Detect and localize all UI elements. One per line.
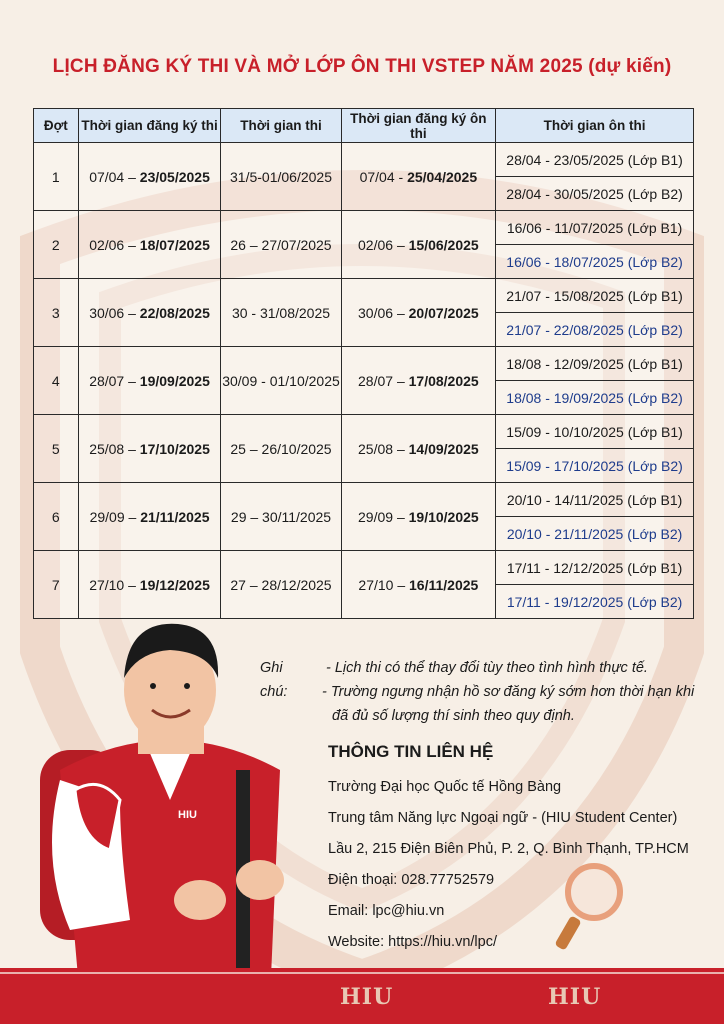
cell-exam-date: 30/09 - 01/10/2025	[221, 347, 341, 415]
contact-address: Lầu 2, 215 Điện Biên Phủ, P. 2, Q. Bình Thạnh, TP.HCM	[328, 841, 689, 857]
cell-exam-date: 27 – 28/12/2025	[221, 551, 341, 619]
table-row	[34, 279, 694, 313]
reg-start: 27/10 –	[89, 576, 140, 593]
review-reg-start: 07/04 -	[359, 168, 408, 185]
cell-exam-date: 26 – 27/07/2025	[221, 211, 341, 279]
cell-registration	[78, 483, 221, 551]
contact-email: Email: lpc@hiu.vn	[328, 903, 445, 919]
review-reg-start: 30/06 –	[358, 304, 409, 321]
contact-title: THÔNG TIN LIÊN HỆ	[328, 742, 494, 761]
cell-review-registration	[341, 415, 496, 483]
review-reg-end: 17/08/2025	[408, 372, 479, 389]
column-header: Thời gian ôn thi	[496, 109, 694, 143]
cell-review-b2: 18/08 - 19/09/2025 (Lớp B2)	[496, 381, 694, 415]
table-row	[34, 143, 694, 177]
contact-center: Trung tâm Năng lực Ngoại ngữ - (HIU Student Center)	[328, 810, 678, 826]
shirt-logo-text: HIU	[178, 809, 197, 821]
reg-start: 28/07 –	[89, 372, 140, 389]
cell-registration	[78, 279, 221, 347]
review-reg-end: 20/07/2025	[408, 304, 479, 321]
cell-registration	[78, 347, 221, 415]
cell-review-b2: 28/04 - 30/05/2025 (Lớp B2)	[496, 177, 694, 211]
cell-review-registration	[341, 483, 496, 551]
review-reg-start: 25/08 –	[358, 440, 409, 457]
cell-review-registration	[341, 347, 496, 415]
contact-section	[328, 742, 689, 958]
contact-school: Trường Đại học Quốc tế Hồng Bàng	[328, 779, 562, 795]
note-line: đã đủ số lượng thí sinh theo quy định.	[332, 708, 575, 724]
cell-review-registration	[341, 551, 496, 619]
footer-logo-right: HIU	[548, 984, 602, 1010]
cell-registration	[78, 143, 221, 211]
cell-review-registration	[341, 211, 496, 279]
reg-end: 22/08/2025	[139, 304, 210, 321]
table-header-row	[34, 109, 694, 143]
footer-logo-left: HIU	[340, 984, 394, 1010]
table-row	[34, 347, 694, 381]
column-header: Thời gian đăng ký ôn thi	[341, 109, 496, 143]
cell-review-b1: 16/06 - 11/07/2025 (Lớp B1)	[496, 211, 694, 245]
cell-dot: 6	[34, 483, 79, 551]
cell-review-registration	[341, 143, 496, 211]
cell-exam-date: 29 – 30/11/2025	[221, 483, 341, 551]
cell-dot: 3	[34, 279, 79, 347]
cell-review-b1: 28/04 - 23/05/2025 (Lớp B1)	[496, 143, 694, 177]
table-row	[34, 551, 694, 585]
review-reg-end: 15/06/2025	[408, 236, 479, 253]
column-header: Thời gian thi	[221, 109, 341, 143]
cell-review-b1: 18/08 - 12/09/2025 (Lớp B1)	[496, 347, 694, 381]
column-header: Đợt	[34, 109, 79, 143]
review-reg-end: 19/10/2025	[408, 508, 479, 525]
reg-start: 25/08 –	[89, 440, 140, 457]
cell-dot: 2	[34, 211, 79, 279]
review-reg-start: 02/06 –	[358, 236, 409, 253]
cell-review-b1: 20/10 - 14/11/2025 (Lớp B1)	[496, 483, 694, 517]
reg-end: 17/10/2025	[139, 440, 210, 457]
reg-start: 29/09 –	[89, 508, 141, 525]
reg-start: 07/04 –	[89, 168, 140, 185]
cell-dot: 1	[34, 143, 79, 211]
cell-review-b2: 15/09 - 17/10/2025 (Lớp B2)	[496, 449, 694, 483]
cell-exam-date: 25 – 26/10/2025	[221, 415, 341, 483]
reg-end: 21/11/2025	[140, 508, 210, 525]
cell-review-b1: 21/07 - 15/08/2025 (Lớp B1)	[496, 279, 694, 313]
cell-review-b1: 17/11 - 12/12/2025 (Lớp B1)	[496, 551, 694, 585]
cell-dot: 5	[34, 415, 79, 483]
note-line: - Trường ngưng nhận hồ sơ đăng ký sớm hơn thời hạn khi	[322, 684, 695, 700]
schedule-body	[34, 143, 694, 619]
reg-end: 18/07/2025	[139, 236, 210, 253]
reg-end: 19/12/2025	[139, 576, 210, 593]
cell-registration	[78, 211, 221, 279]
page-title: LỊCH ĐĂNG KÝ THI VÀ MỞ LỚP ÔN THI VSTEP NĂM 2025 (dự kiến)	[52, 56, 672, 77]
column-header: Thời gian đăng ký thi	[78, 109, 221, 143]
review-reg-end: 14/09/2025	[408, 440, 479, 457]
cell-review-b1: 15/09 - 10/10/2025 (Lớp B1)	[496, 415, 694, 449]
contact-phone: Điện thoại: 028.77752579	[328, 872, 495, 888]
table-row	[34, 483, 694, 517]
cell-dot: 4	[34, 347, 79, 415]
cell-exam-date: 31/5-01/06/2025	[221, 143, 341, 211]
table-row	[34, 211, 694, 245]
magnifier-icon	[548, 858, 628, 958]
cell-review-b2: 17/11 - 19/12/2025 (Lớp B2)	[496, 585, 694, 619]
cell-exam-date: 30 - 31/08/2025	[221, 279, 341, 347]
reg-start: 02/06 –	[89, 236, 140, 253]
note-line: - Lịch thi có thể thay đổi tùy theo tình hình thực tế.	[326, 660, 648, 676]
cell-dot: 7	[34, 551, 79, 619]
cell-review-registration	[341, 279, 496, 347]
reg-start: 30/06 –	[89, 304, 140, 321]
schedule-table	[33, 108, 694, 619]
cell-review-b2: 20/10 - 21/11/2025 (Lớp B2)	[496, 517, 694, 551]
cell-review-b2: 21/07 - 22/08/2025 (Lớp B2)	[496, 313, 694, 347]
reg-end: 19/09/2025	[139, 372, 210, 389]
cell-review-b2: 16/06 - 18/07/2025 (Lớp B2)	[496, 245, 694, 279]
review-reg-start: 28/07 –	[358, 372, 409, 389]
contact-website: Website: https://hiu.vn/lpc/	[328, 934, 497, 950]
review-reg-end: 16/11/2025	[409, 576, 479, 593]
notes-label: Ghi chú:	[260, 660, 288, 700]
reg-end: 23/05/2025	[139, 168, 210, 185]
review-reg-start: 29/09 –	[358, 508, 409, 525]
review-reg-end: 25/04/2025	[407, 168, 478, 185]
table-row	[34, 415, 694, 449]
review-reg-start: 27/10 –	[358, 576, 410, 593]
cell-registration	[78, 415, 221, 483]
